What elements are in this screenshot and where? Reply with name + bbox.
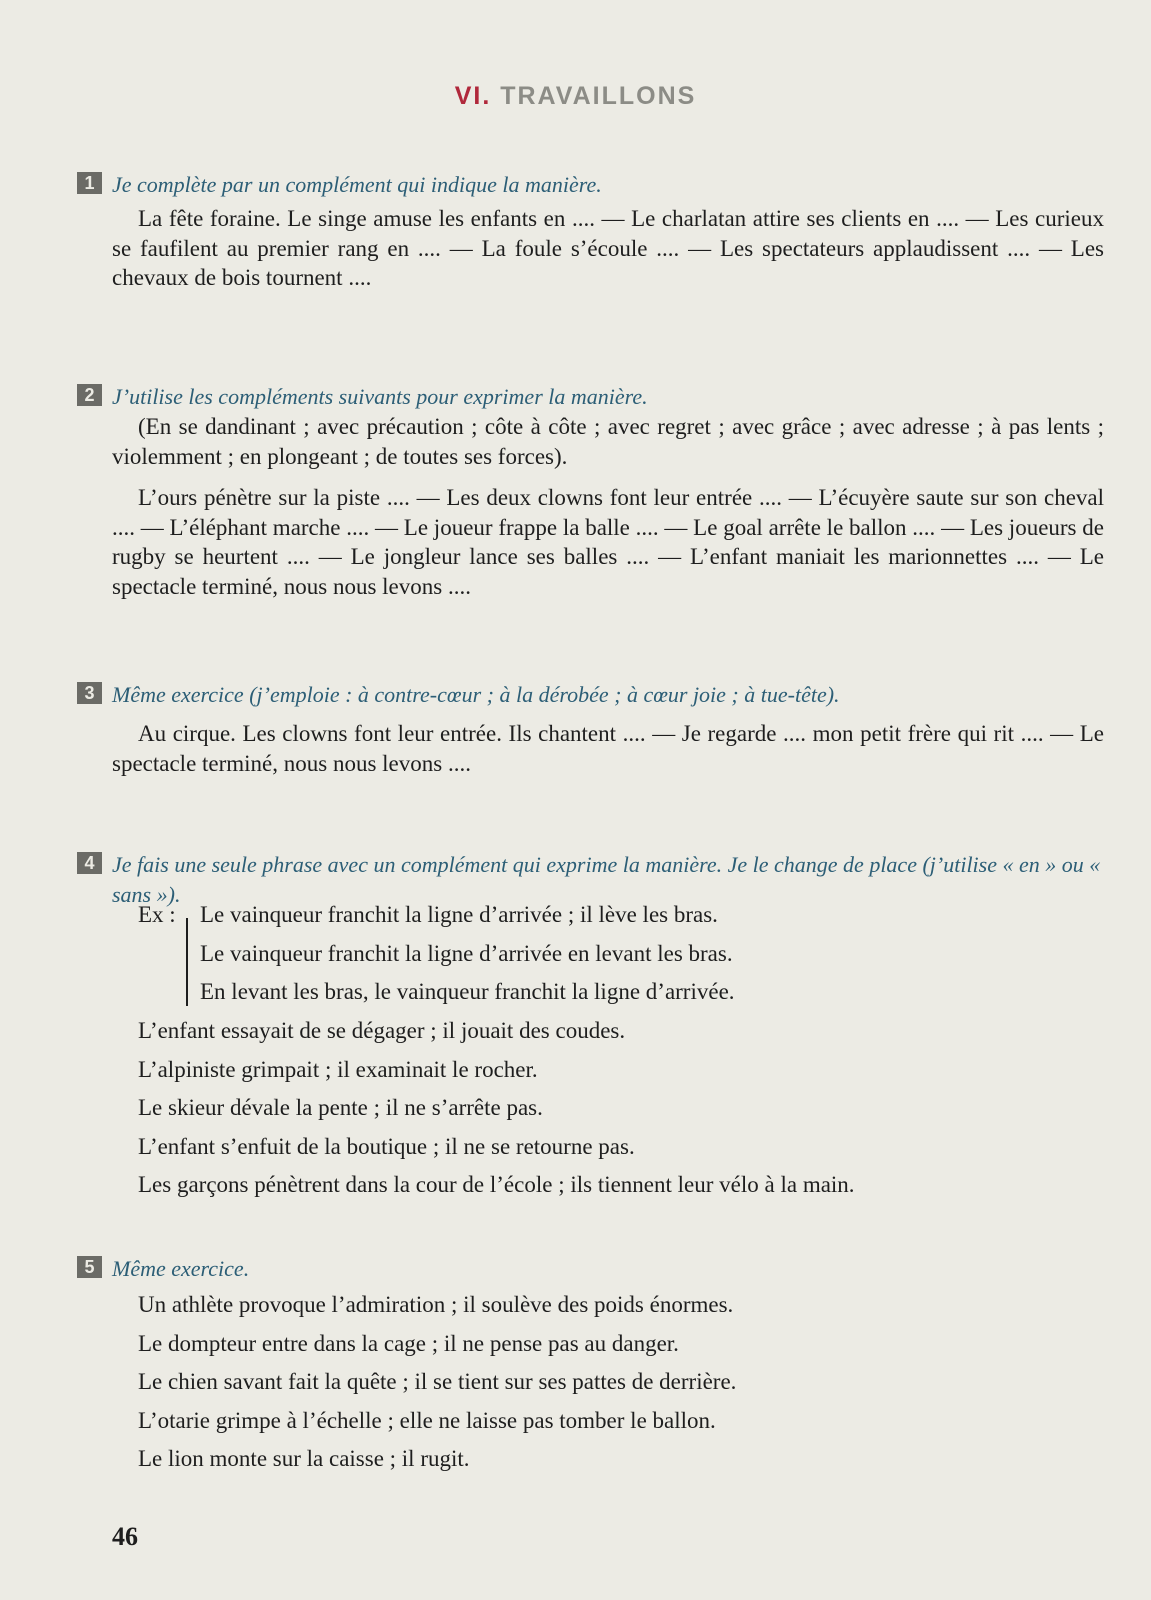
- section-heading: TRAVAILLONS: [500, 82, 697, 110]
- example-label: Ex :: [138, 902, 176, 927]
- example-line: Le vainqueur franchit la ligne d’arrivée ; il lève les bras.: [200, 902, 718, 927]
- sentence: L’otarie grimpe à l’échelle ; elle ne laisse pas tomber le ballon.: [138, 1407, 716, 1433]
- complement-list: (En se dandinant ; avec précaution ; côte à côte ; avec regret ; avec grâce ; avec adresse ; à pas lents ; violemment ; en plongeant ; de toutes ses forces).: [112, 414, 1104, 469]
- page-number: 46: [112, 1522, 138, 1551]
- example-lines: [200, 896, 735, 1012]
- exercise-instruction: Même exercice (j’emploie : à contre-cœur ; à la dérobée ; à cœur joie ; à tue-tête).: [112, 682, 840, 707]
- sentence: Le skieur dévale la pente ; il ne s’arrête pas.: [138, 1095, 543, 1120]
- exercise-1: [0, 170, 1151, 290]
- exercise-number-badge: 4: [77, 852, 102, 874]
- sentence: Le dompteur entre dans la cage ; il ne pense pas au danger.: [138, 1330, 679, 1356]
- exercise-number-badge: 3: [77, 682, 102, 704]
- exercise-sentences: [138, 1286, 736, 1479]
- section-title: [0, 82, 1151, 111]
- sentence: Les garçons pénètrent dans la cour de l’école ; ils tiennent leur vélo à la main.: [138, 1172, 855, 1197]
- exercise-3: [0, 680, 1151, 776]
- exercise-instruction: Je complète par un complément qui indique la manière.: [112, 172, 602, 197]
- example-line: En levant les bras, le vainqueur franchit la ligne d’arrivée.: [200, 979, 735, 1004]
- exercise-instruction: J’utilise les compléments suivants pour exprimer la manière.: [112, 384, 648, 409]
- exercise-instruction: Même exercice.: [112, 1256, 250, 1281]
- exercise-text: L’ours pénètre sur la piste .... — Les deux clowns font leur entrée .... — L’écuyère saute sur son cheval .... — L’éléphant marche .... — Le joueur frappe la balle .... — Le goal arrête le ballon .... — Les joueurs de rugby se heurtent .... — Le jongleur lance ses balles .... — L’enfant maniait les marionnettes .... — Le spectacle terminé, nous nous levons ....: [112, 485, 1104, 599]
- exercise-5: [0, 1254, 1151, 1471]
- sentence: L’alpiniste grimpait ; il examinait le rocher.: [138, 1056, 538, 1082]
- exercise-number-badge: 5: [77, 1256, 102, 1278]
- example-bracket: [186, 918, 188, 1006]
- exercise-text: Au cirque. Les clowns font leur entrée. Ils chantent .... — Je regarde .... mon petit frère qui rit .... — Le spectacle terminé, nous nous levons ....: [112, 721, 1104, 776]
- exercise-number-badge: 1: [77, 172, 102, 194]
- example-line: Le vainqueur franchit la ligne d’arrivée en levant les bras.: [200, 940, 733, 966]
- sentence: L’enfant essayait de se dégager ; il jouait des coudes.: [138, 1018, 626, 1043]
- sentence: Un athlète provoque l’admiration ; il soulève des poids énormes.: [138, 1292, 734, 1317]
- sentence: Le chien savant fait la quête ; il se tient sur ses pattes de derrière.: [138, 1369, 737, 1394]
- sentence: L’enfant s’enfuit de la boutique ; il ne se retourne pas.: [138, 1133, 635, 1159]
- exercise-2: [0, 382, 1151, 599]
- exercise-number-badge: 2: [77, 384, 102, 406]
- exercise-4: [0, 850, 1151, 1197]
- section-number: VI.: [454, 82, 492, 110]
- exercise-instruction: Je fais une seule phrase avec un complément qui exprime la manière. Je le change de place (j’utilise « en » ou « sans »).: [112, 852, 1101, 907]
- exercise-text: La fête foraine. Le singe amuse les enfants en .... — Le charlatan attire ses clients en .... — Les curieux se faufilent au premier rang en .... — La foule s’écoule .... — Les spectateurs applaudissent .... — Les chevaux de bois tournent ....: [112, 206, 1104, 290]
- sentence: Le lion monte sur la caisse ; il rugit.: [138, 1446, 470, 1471]
- exercise-sentences: [138, 1012, 855, 1205]
